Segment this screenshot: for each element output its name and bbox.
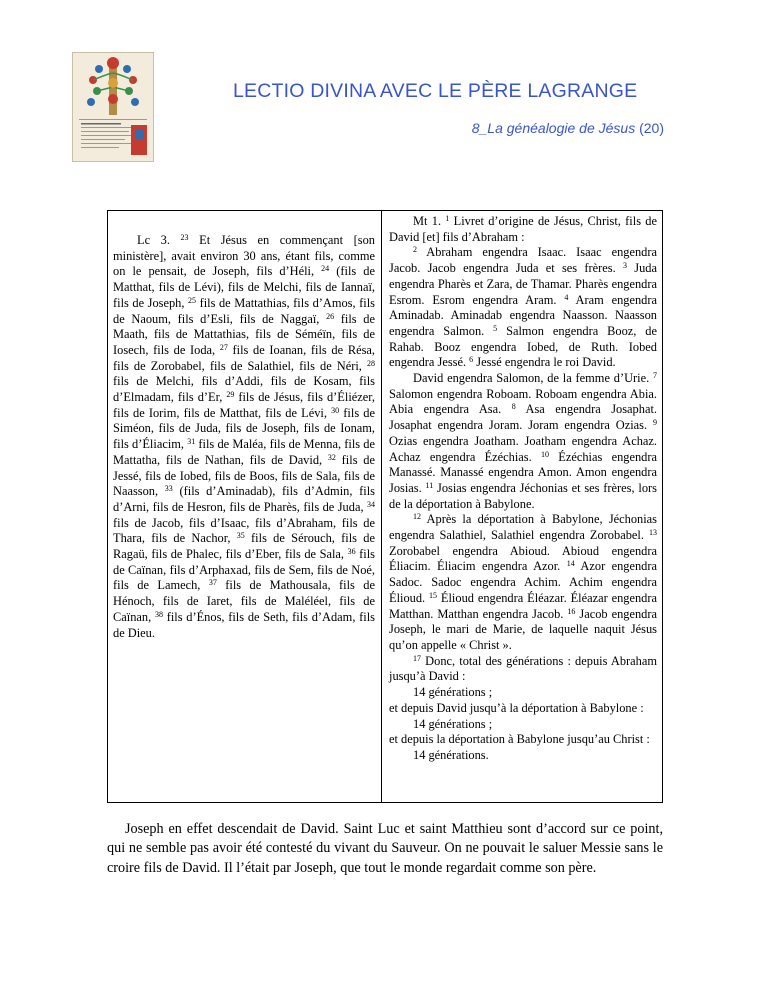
generations-span-2: et depuis David jusqu’à la déportation à Babylone : (389, 700, 644, 715)
page-title: LECTIO DIVINA AVEC LE PÈRE LAGRANGE (233, 80, 638, 102)
subtitle-rest: (20) (635, 120, 664, 136)
matthew-verse-17: $^{17}$ Donc, total des générations : depuis Abraham jusqu’à David : (389, 653, 657, 684)
column-divider (381, 210, 382, 803)
generations-span-3: et depuis la déportation à Babylone jusqu’au Christ : (389, 732, 650, 747)
matthew-verses-6-11: David engendra Salomon, de la femme d’Urie. $^7$ Salomon engendra Roboam. Roboam engendra Abia. Abia engendra Asa. $^8$ Asa engendra Josaphat. Josaphat engendra Joram. Joram engendra Ozias. $^9$ Ozias engendra Joatham. Joatham engendra Achaz. Achaz engendra Ézéchias. $^{10}$ Ézéchias engendra Manassé. Manassé engendra Amon. Amon engendra Josias. $^{11}$ Josias engendra Jéchonias et ses frères, lors de la déportation à Babylone. (389, 371, 657, 511)
matthew-verses-2-6: $^2$ Abraham engendra Isaac. Isaac engendra Jacob. Jacob engendra Juda et ses frères. $^3$ Juda engendra Pharès et Zara, de Thamar. Pharès engendra Esrom. Esrom engendra Aram. $^4$ Aram engendra Aminadab. Aminadab engendra Naasson. Naasson engendra Salmon. $^5$ Salmon engendra Booz, de Rahab. Booz engendra Iobed, de Ruth. Iobed engendra Jessé. $^6$ Jessé engendra le roi David. (389, 245, 657, 370)
matthew-verses-12-16: $^{12}$ Après la déportation à Babylone, Jéchonias engendra Salathiel, Salathiel engendra Zorobabel. $^{13}$ Zorobabel engendra Abioud. Abioud engendra Éliacim. Éliacim engendra Azor. $^{14}$ Azor engendra Sadoc. Sadoc engendra Achim. Achim engendra Élioud. $^{15}$ Élioud engendra Éléazar. Éléazar engendra Matthan. Matthan engendra Jacob. $^{16}$ Jacob engendra Joseph, le mari de Marie, de laquelle naquit Jésus qu’on appelle « Christ ». (389, 512, 658, 652)
luke-passage: Lc 3. $^{23}$ Et Jésus en commençant [son ministère], avait environ 30 ans, étant fils, comme on le pensait, de Joseph, fils d’Héli, $^{24}$ (fils de Matthat, fils de Lévi), fils de Melchi, fils de Iannaï, fils de Joseph, $^{25}$ fils de Mattathias, fils d’Amos, fils de Naoum, fils d’Esli, fils de Naggaï, $^{26}$ fils de Maath, fils de Mattathias, fils de Séméïn, fils de Iosech, fils de Ioda, $^{27}$ fils de Ioanan, fils de Résa, fils de Zorobabel, fils de Salathiel, fils de Néri, $^{28}$ fils de Melchi, fils d’Addi, fils de Kosam, fils d’Elmadam, fils d’Er, $^{29}$ fils de Jésus, fils d’Éliézer, fils de Iorim, fils de Matthat, fils de Lévi, $^{30}$ fils de Siméon, fils de Juda, fils de Joseph, fils de Ionam, fils d’Éliacim, $^{31}$ fils de Maléa, fils de Menna, fils de Mattatha, fils de Nathan, fils de David, $^{32}$ fils de Jessé, fils de Iobed, fils de Boos, fils de Sala, fils de Naasson, $^{33}$ (fils d’Aminadab), fils d’Admin, fils d’Arni, fils de Hesron, fils de Pharès, fils de Juda, $^{34}$ fils de Jacob, fils d’Isaac, fils d’Abraham, fils de Thara, fils de Nachor, $^{35}$ fils de Sérouch, fils de Ragaü, fils de Phalec, fils d’Eber, fils de Sala, $^{36}$ fils de Caïnan, fils d’Arphaxad, fils de Sem, fils de Noé, fils de Lamech, $^{37}$ fils de Mathousala, fils de Hénoch, fils de Iaret, fils de Maléléel, fils de Caïnan, $^{38}$ fils d’Énos, fils de Seth, fils d’Adam, fils de Dieu. (113, 233, 375, 640)
generations-count-3: 14 générations. (413, 747, 489, 762)
subtitle-italic: 8_La généalogie de Jésus (471, 120, 636, 136)
commentary (107, 820, 663, 878)
tree-picture (73, 53, 153, 161)
commentary-paragraph: Joseph en effet descendait de David. Saint Luc et saint Matthieu sont d’accord sur ce point, qui ne semble pas avoir été contesté du vivant du Sauveur. On ne pouvait le saluer Messie sans le croire fils de David. Il l’était par Joseph, que tout le monde regardait comme son père. (107, 821, 663, 876)
page-subtitle (472, 120, 664, 136)
matthew-column (389, 214, 657, 764)
generations-count-1: 14 générations ; (413, 685, 493, 700)
luke-column (113, 233, 375, 641)
genealogy-tree-illustration (72, 52, 154, 162)
generations-count-2: 14 générations ; (413, 716, 493, 731)
matthew-verse-1: Mt 1. $^1$ Livret d’origine de Jésus, Christ, fils de David [et] fils d’Abraham : (389, 214, 658, 244)
